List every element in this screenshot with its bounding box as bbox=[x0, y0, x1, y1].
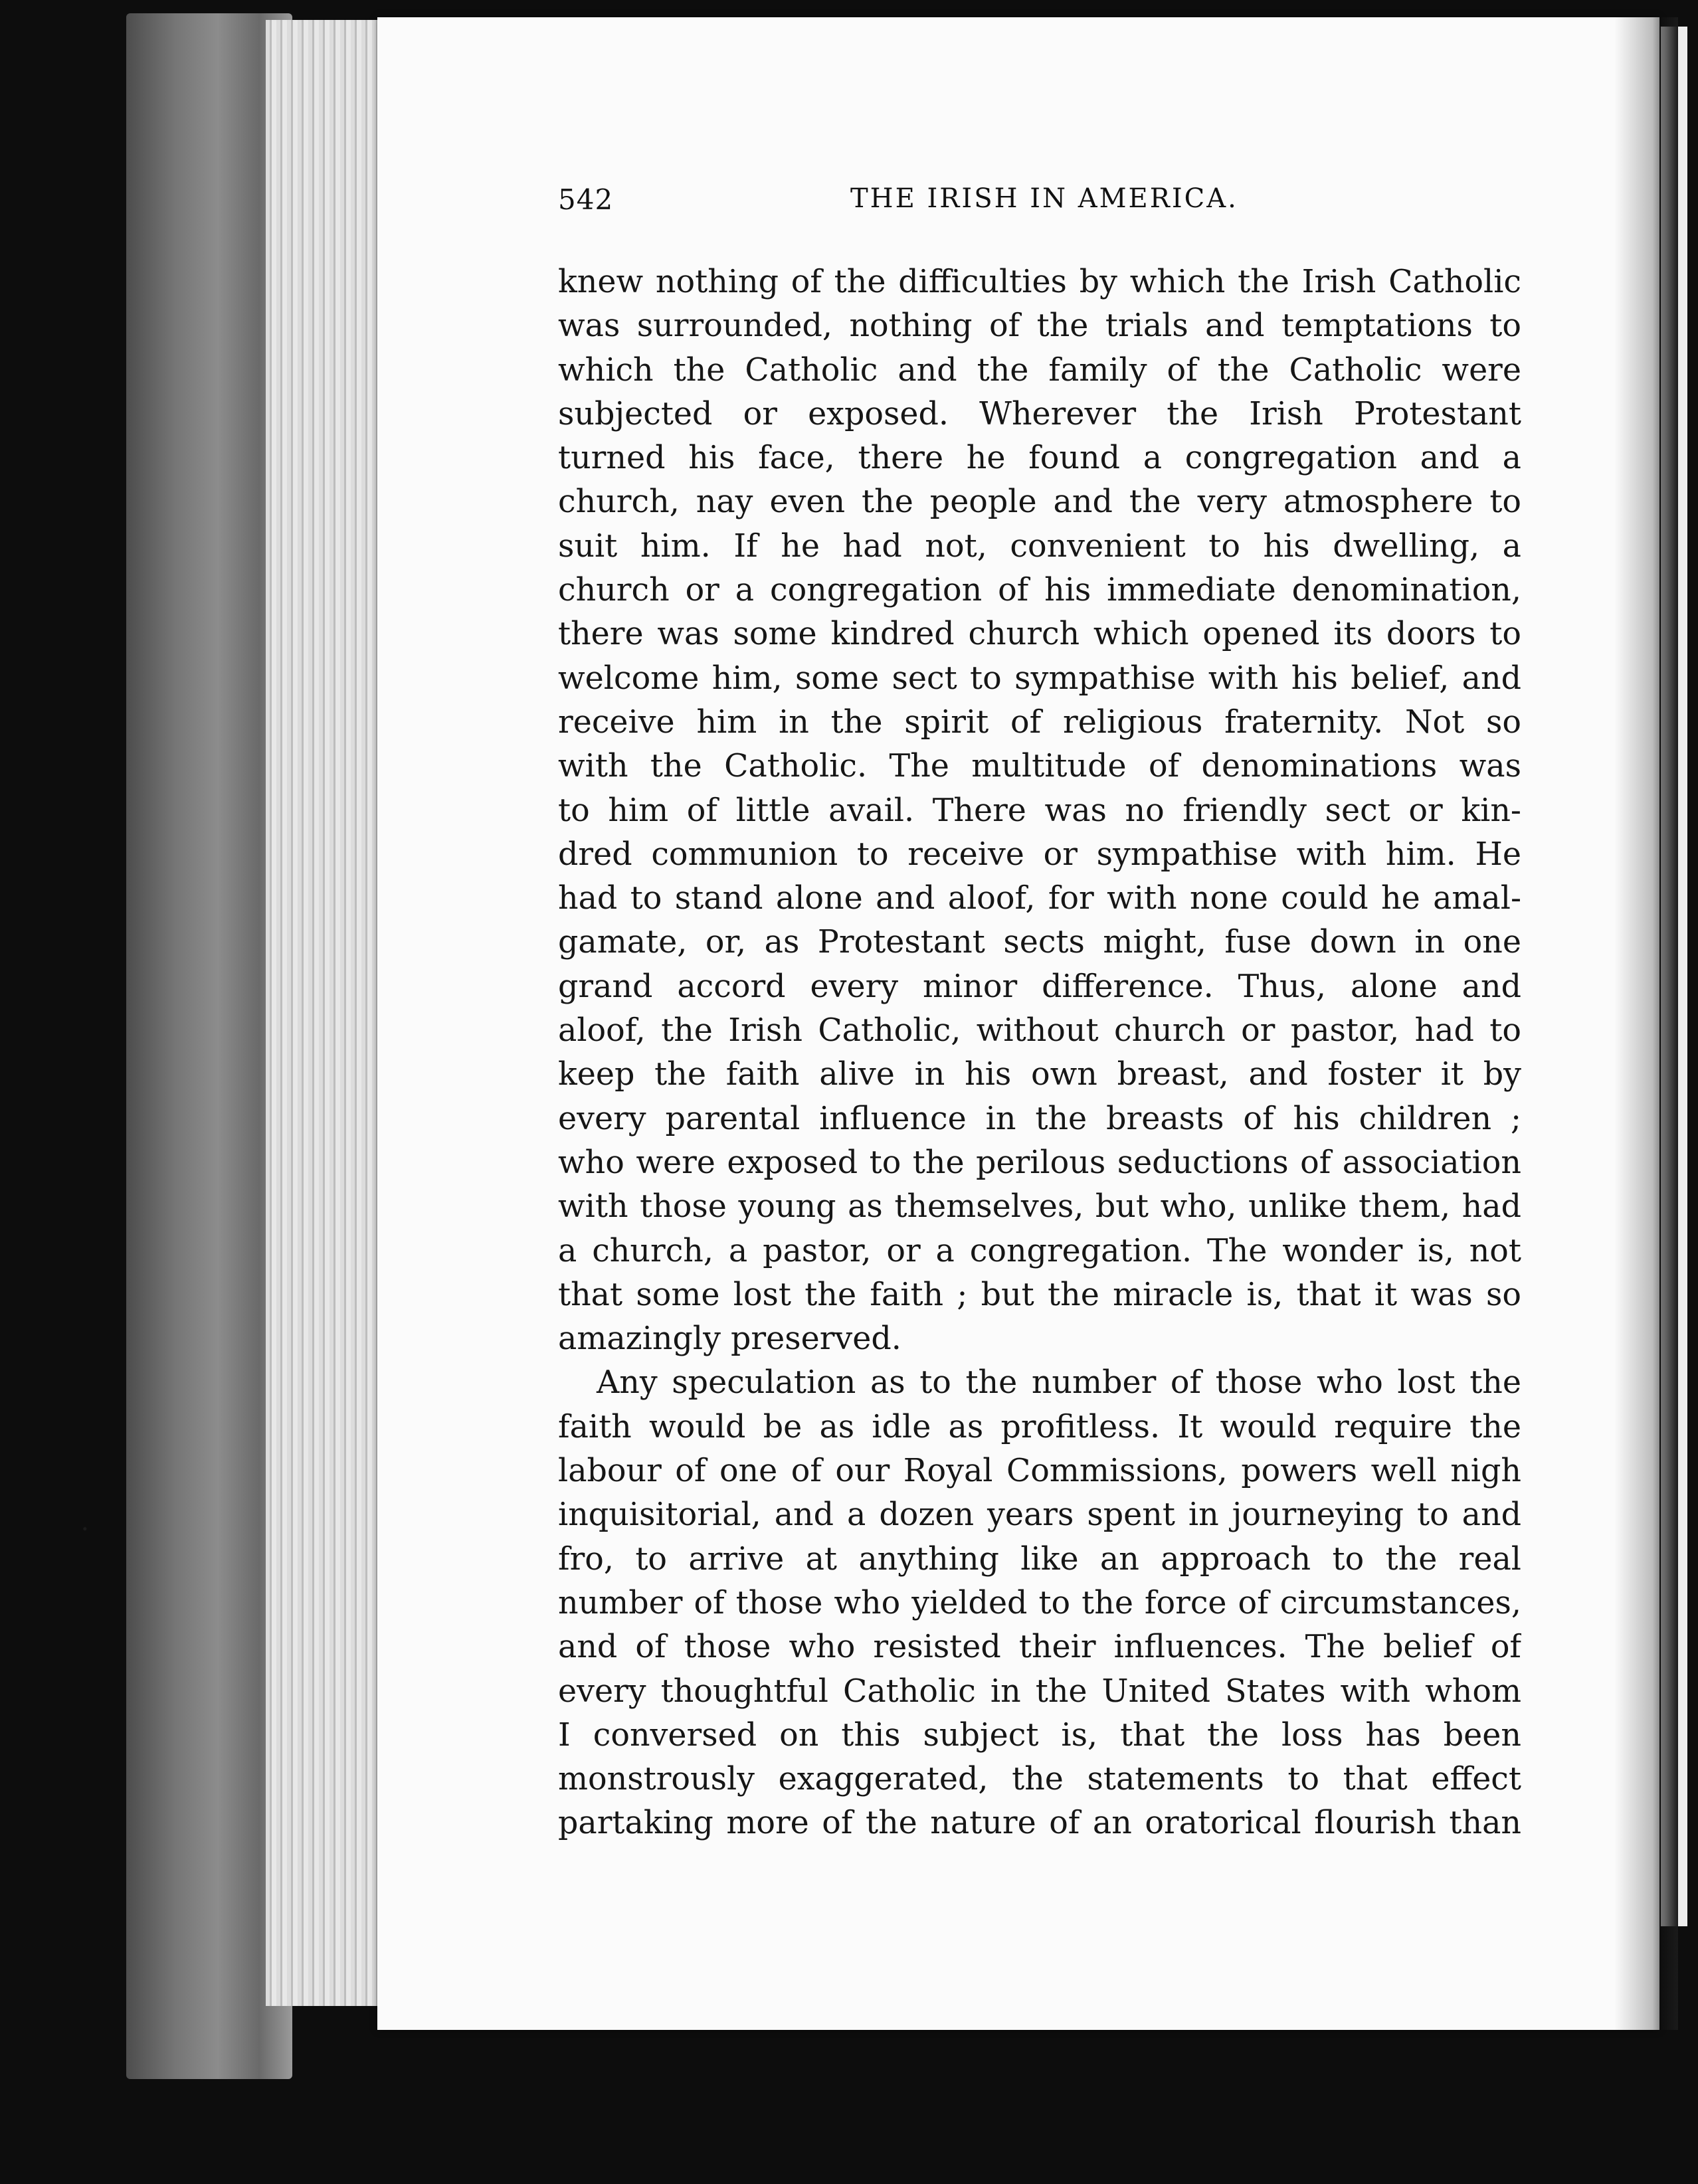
text-line: who were exposed to the perilous seductions of association bbox=[558, 1144, 1521, 1181]
text-line: which the Catholic and the family of the Catholic were bbox=[558, 351, 1521, 389]
text-line: keep the faith alive in his own breast, and foster it by bbox=[558, 1056, 1521, 1093]
text-line: number of those who yielded to the force of circumstances, bbox=[558, 1584, 1521, 1621]
body-text bbox=[558, 260, 1521, 1846]
text-line: partaking more of the nature of an oratorical flourish than bbox=[558, 1805, 1521, 1842]
text-line: and of those who resisted their influences. The belief of bbox=[558, 1629, 1521, 1666]
text-line: I conversed on this subject is, that the loss has been bbox=[558, 1716, 1521, 1754]
text-line: was surrounded, nothing of the trials and temptations to bbox=[558, 308, 1521, 345]
text-line: inquisitorial, and a dozen years spent in journeying to and bbox=[558, 1497, 1521, 1534]
page-gutter-shadow bbox=[1614, 17, 1678, 2030]
text-line: aloof, the Irish Catholic, without church or pastor, had to bbox=[558, 1012, 1521, 1049]
text-line: church, nay even the people and the very atmosphere to bbox=[558, 484, 1521, 521]
text-line: turned his face, there he found a congregation and a bbox=[558, 440, 1521, 477]
text-line: a church, a pastor, or a congregation. The wonder is, not bbox=[558, 1232, 1521, 1269]
text-line: to him of little avail. There was no friendly sect or kin- bbox=[558, 792, 1521, 829]
text-line: church or a congregation of his immediate denomination, bbox=[558, 572, 1521, 609]
text-line: had to stand alone and aloof, for with none could he amal- bbox=[558, 880, 1521, 917]
text-line: there was some kindred church which opened its doors to bbox=[558, 616, 1521, 653]
text-line: grand accord every minor difference. Thus, alone and bbox=[558, 968, 1521, 1005]
page-header bbox=[558, 183, 1521, 223]
text-line: monstrously exaggerated, the statements to that effect bbox=[558, 1761, 1521, 1798]
text-line: suit him. If he had not, convenient to his dwelling, a bbox=[558, 527, 1521, 565]
text-line: faith would be as idle as profitless. It would require the bbox=[558, 1408, 1521, 1445]
text-line: every parental influence in the breasts of his children ; bbox=[558, 1100, 1521, 1137]
text-line: subjected or exposed. Wherever the Irish Protestant bbox=[558, 395, 1521, 432]
paragraph-end-line: amazingly preserved. bbox=[558, 1320, 901, 1358]
text-line: dred communion to receive or sympathise with him. He bbox=[558, 836, 1521, 873]
text-line: labour of one of our Royal Commissions, powers well nigh bbox=[558, 1453, 1521, 1490]
text-line: every thoughtful Catholic in the United States with whom bbox=[558, 1673, 1521, 1710]
text-line: fro, to arrive at anything like an approach to the real bbox=[558, 1540, 1521, 1578]
paragraph-start-line: Any speculation as to the number of those who lost the bbox=[597, 1364, 1521, 1402]
text-line: gamate, or, as Protestant sects might, fuse down in one bbox=[558, 924, 1521, 961]
text-line: with those young as themselves, but who, unlike them, had bbox=[558, 1188, 1521, 1226]
text-line: receive him in the spirit of religious fraternity. Not so bbox=[558, 703, 1521, 741]
text-line: welcome him, some sect to sympathise with his belief, and bbox=[558, 660, 1521, 697]
text-line: with the Catholic. The multitude of denominations was bbox=[558, 748, 1521, 785]
text-line: that some lost the faith ; but the miracle is, that it was so bbox=[558, 1276, 1521, 1313]
running-title: THE IRISH IN AMERICA. bbox=[850, 183, 1238, 214]
page-stack-edges bbox=[266, 20, 385, 2006]
text-line: knew nothing of the difficulties by which the Irish Catholic bbox=[558, 264, 1521, 300]
page-number: 542 bbox=[558, 183, 614, 216]
